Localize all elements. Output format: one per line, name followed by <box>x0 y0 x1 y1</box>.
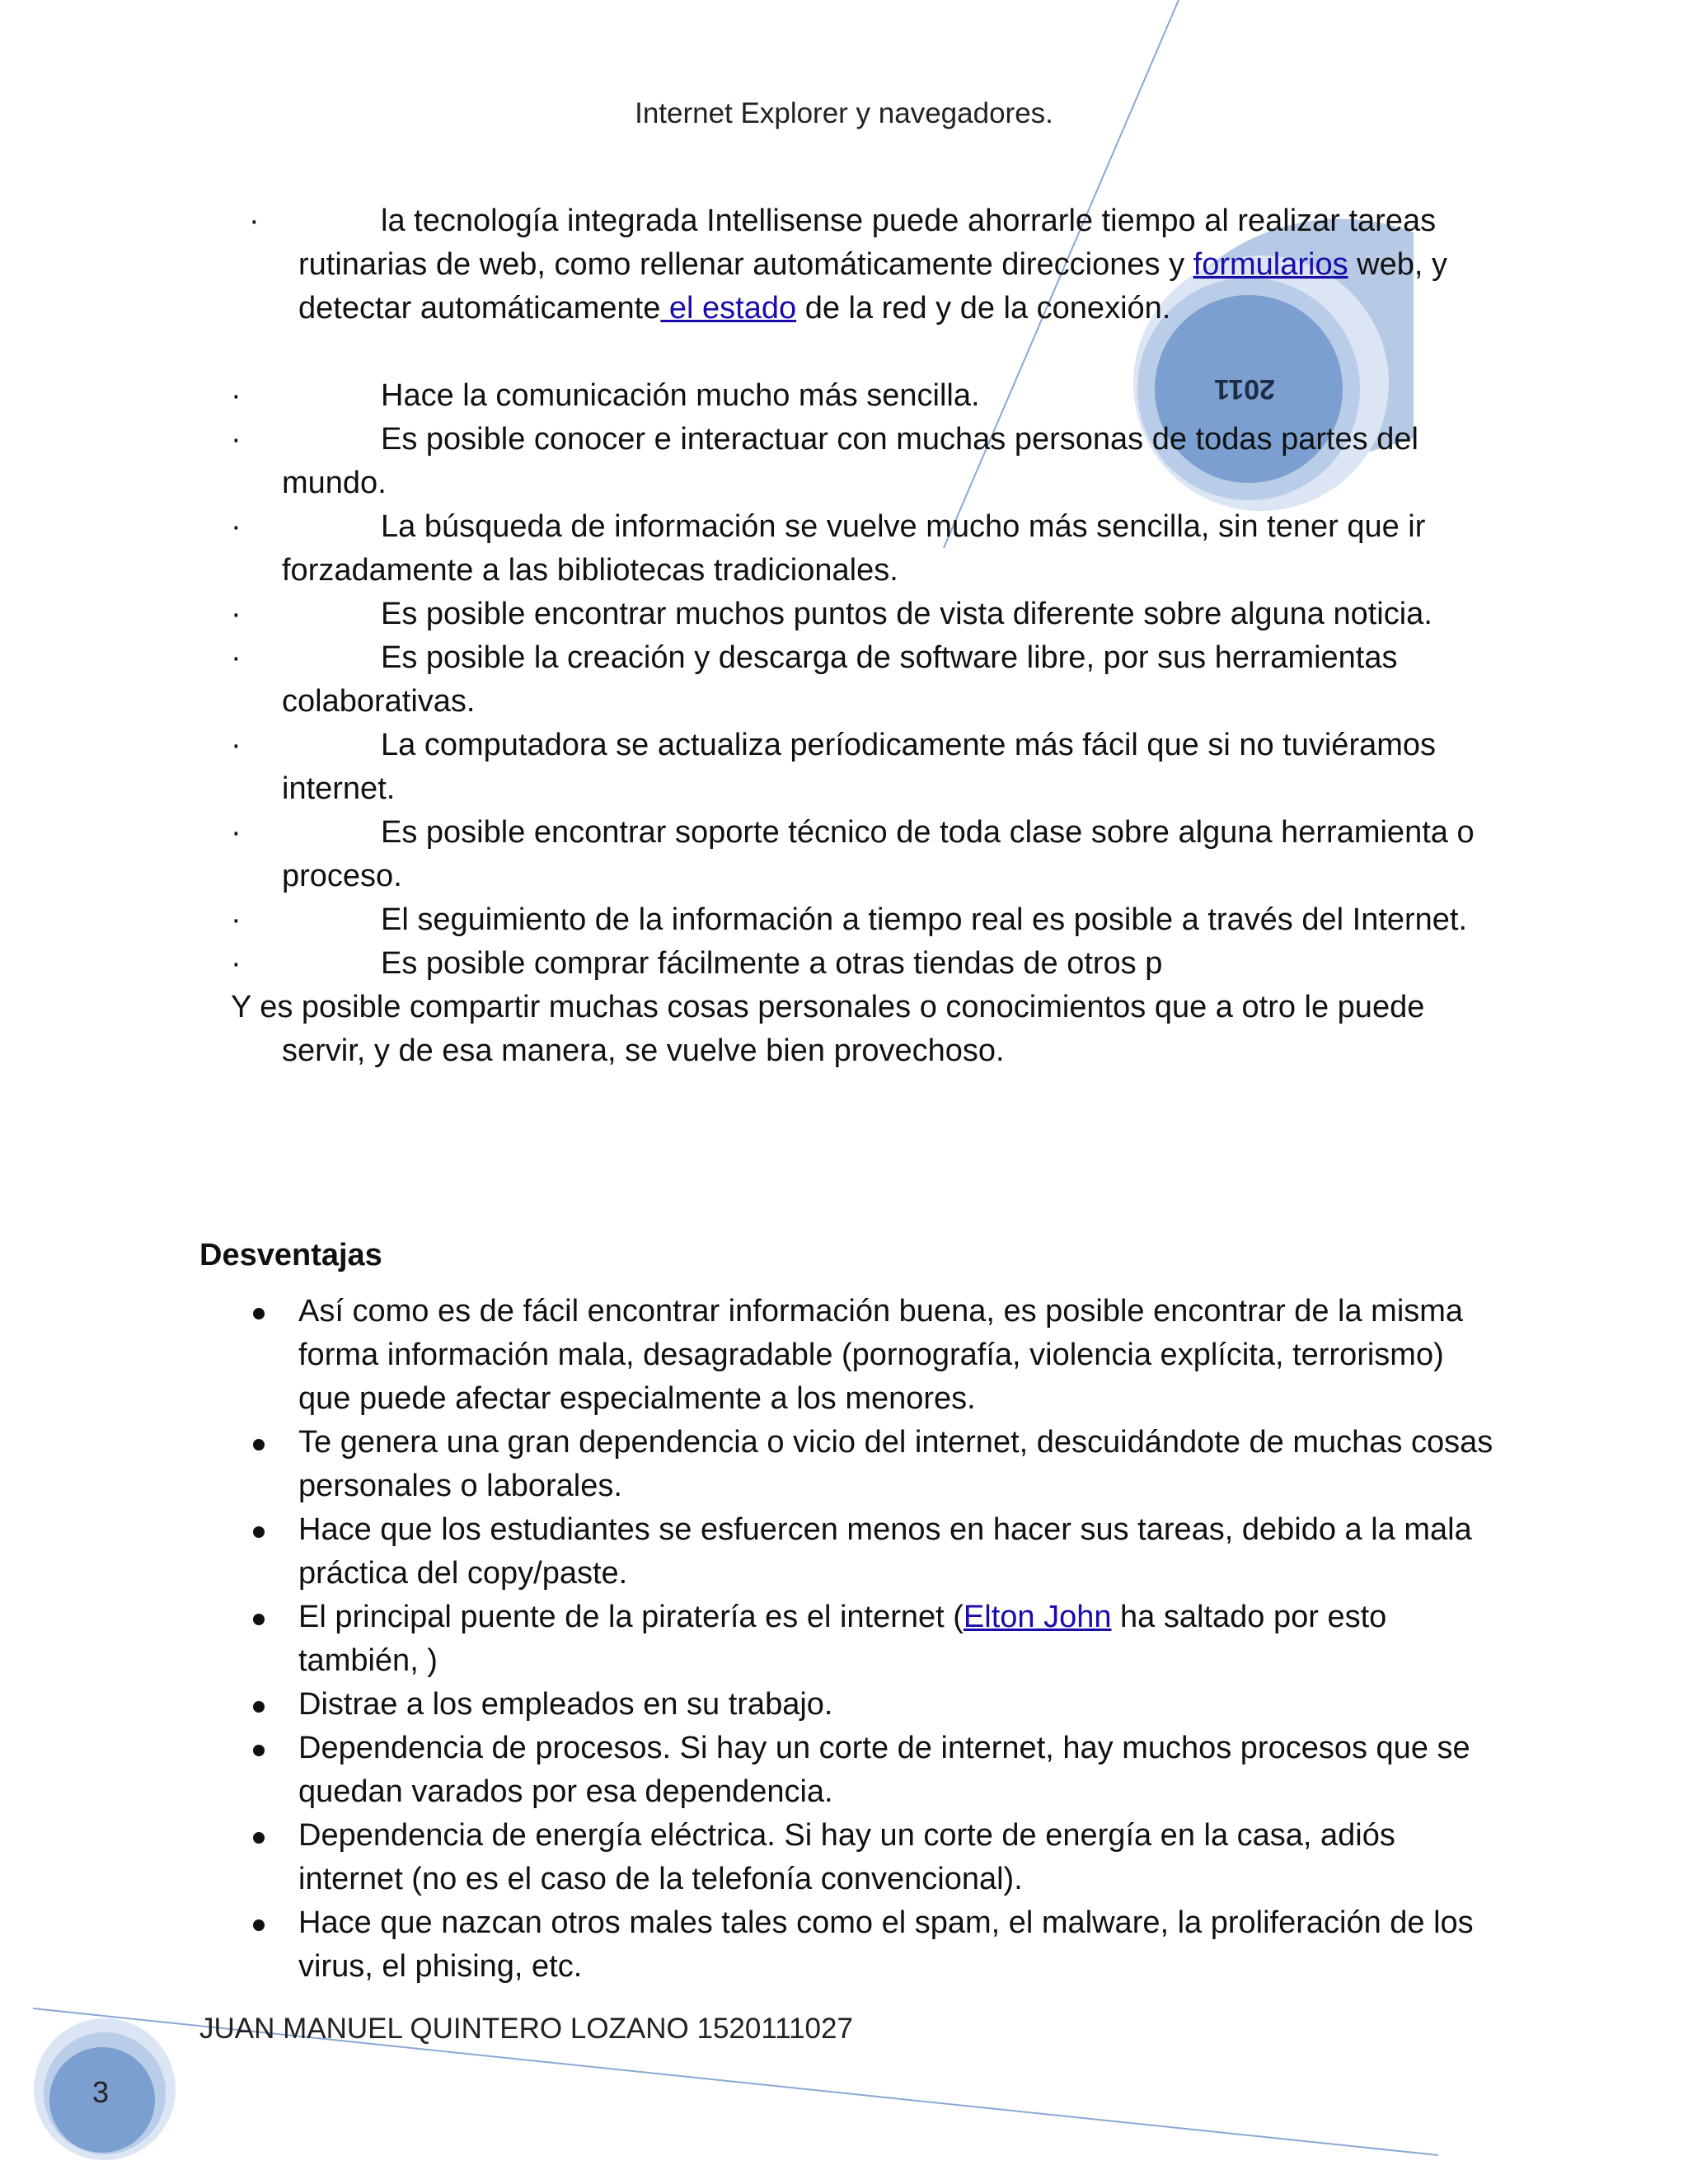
bullet-dot: · <box>231 946 241 981</box>
advantage-text: la tecnología integrada Intellisense puede ahorrarle tiempo al realizar tareas rutinarias de web, como rellenar automáticamente direcciones y <box>298 204 1437 282</box>
advantage-item <box>231 724 1500 811</box>
elton-john-link[interactable]: Elton John <box>963 1600 1112 1634</box>
bullet-dot: · <box>231 378 241 413</box>
advantage-item <box>231 636 1500 724</box>
disadvantage-text: ha saltado por esto también, ) <box>298 1600 1387 1678</box>
advantage-item <box>231 811 1500 898</box>
advantage-text: El seguimiento de la información a tiempo real es posible a través del Internet. <box>381 902 1468 937</box>
bullet-dot: · <box>231 509 241 544</box>
advantage-item <box>231 942 1500 986</box>
disadvantage-item <box>247 1814 1500 1901</box>
bullet-dot <box>253 1832 265 1844</box>
disadvantage-text: Distrae a los empleados en su trabajo. <box>298 1687 833 1722</box>
el-estado-link[interactable]: el estado <box>660 291 797 326</box>
footer-author: JUAN MANUEL QUINTERO LOZANO 1520111027 <box>199 2013 853 2045</box>
disadvantage-item <box>247 1596 1500 1683</box>
advantage-item <box>231 593 1500 636</box>
bullet-dot: · <box>231 902 241 937</box>
disadvantages-list <box>247 1290 1500 1989</box>
advantage-text: Es posible comprar fácilmente a otras tiendas de otros p <box>381 946 1163 981</box>
disadvantage-item <box>247 1683 1500 1727</box>
disadvantage-item <box>247 1727 1500 1814</box>
bullet-dot <box>253 1701 265 1713</box>
advantages-list <box>231 199 1500 1073</box>
disadvantage-text: Te genera una gran dependencia o vicio del internet, descuidándote de muchas cosas personales o laborales. <box>298 1425 1493 1503</box>
advantage-item <box>231 898 1500 942</box>
page-header-title: Internet Explorer y navegadores. <box>635 97 1053 129</box>
closing-paragraph: Y es posible compartir muchas cosas personales o conocimientos que a otro le puede servir, y de esa manera, se vuelve bien provechoso. <box>231 990 1425 1068</box>
disadvantage-item <box>247 1508 1500 1596</box>
advantage-item <box>231 199 1500 330</box>
bullet-dot <box>253 1614 265 1625</box>
advantage-text: La computadora se actualiza períodicamente más fácil que si no tuviéramos internet. <box>282 728 1437 806</box>
advantage-text: La búsqueda de información se vuelve mucho más sencilla, sin tener que ir forzadamente a las bibliotecas tradicionales. <box>282 509 1426 588</box>
advantage-text: Es posible la creación y descarga de software libre, por sus herramientas colaborativas. <box>282 640 1398 719</box>
disadvantage-text: Dependencia de procesos. Si hay un corte de internet, hay muchos procesos que se quedan varados por esa dependencia. <box>298 1731 1470 1809</box>
advantage-text: Es posible encontrar soporte técnico de toda clase sobre alguna herramienta o proceso. <box>282 815 1475 893</box>
bullet-dot: · <box>231 640 241 675</box>
advantage-item <box>231 505 1500 593</box>
bullet-dot <box>253 1745 265 1756</box>
disadvantage-text: Dependencia de energía eléctrica. Si hay un corte de energía en la casa, adiós internet (no es el caso de la telefonía convencional). <box>298 1818 1395 1896</box>
bullet-dot <box>253 1526 265 1538</box>
disadvantage-item <box>247 1421 1500 1508</box>
formularios-link[interactable]: formularios <box>1193 247 1348 282</box>
advantage-text: de la red y de la conexión. <box>796 291 1171 326</box>
advantage-item <box>231 374 1500 418</box>
advantage-text: Es posible encontrar muchos puntos de vista diferente sobre alguna noticia. <box>381 597 1432 631</box>
disadvantage-text: El principal puente de la piratería es el internet ( <box>298 1600 964 1634</box>
year-badge: 2011 <box>1214 373 1275 405</box>
disadvantages-heading: Desventajas <box>199 1238 382 1272</box>
disadvantage-text: Así como es de fácil encontrar información buena, es posible encontrar de la misma forma información mala, desagradable (pornografía, violencia explícita, terrorismo) que puede afectar especialmente a los menores. <box>298 1294 1464 1416</box>
bullet-dot <box>253 1439 265 1451</box>
disadvantage-item <box>247 1290 1500 1421</box>
bullet-dot: · <box>231 422 241 457</box>
bullet-dot: · <box>249 204 260 238</box>
page-number: 3 <box>91 2075 110 2109</box>
disadvantage-text: Hace que nazcan otros males tales como el spam, el malware, la proliferación de los virus, el phising, etc. <box>298 1905 1474 1984</box>
advantage-text: Hace la comunicación mucho más sencilla. <box>381 378 980 413</box>
disadvantage-text: Hace que los estudiantes se esfuercen menos en hacer sus tareas, debido a la mala práctica del copy/paste. <box>298 1512 1472 1591</box>
bullet-dot: · <box>231 597 241 631</box>
advantage-text: Es posible conocer e interactuar con muchas personas de todas partes del mundo. <box>282 422 1418 500</box>
bullet-dot: · <box>231 815 241 850</box>
bullet-dot <box>253 1919 265 1931</box>
advantage-text: web, y detectar automáticamente <box>298 247 1447 326</box>
bullet-dot <box>253 1308 265 1319</box>
disadvantage-item <box>247 1901 1500 1989</box>
advantage-item <box>231 418 1500 505</box>
bullet-dot: · <box>231 728 241 762</box>
